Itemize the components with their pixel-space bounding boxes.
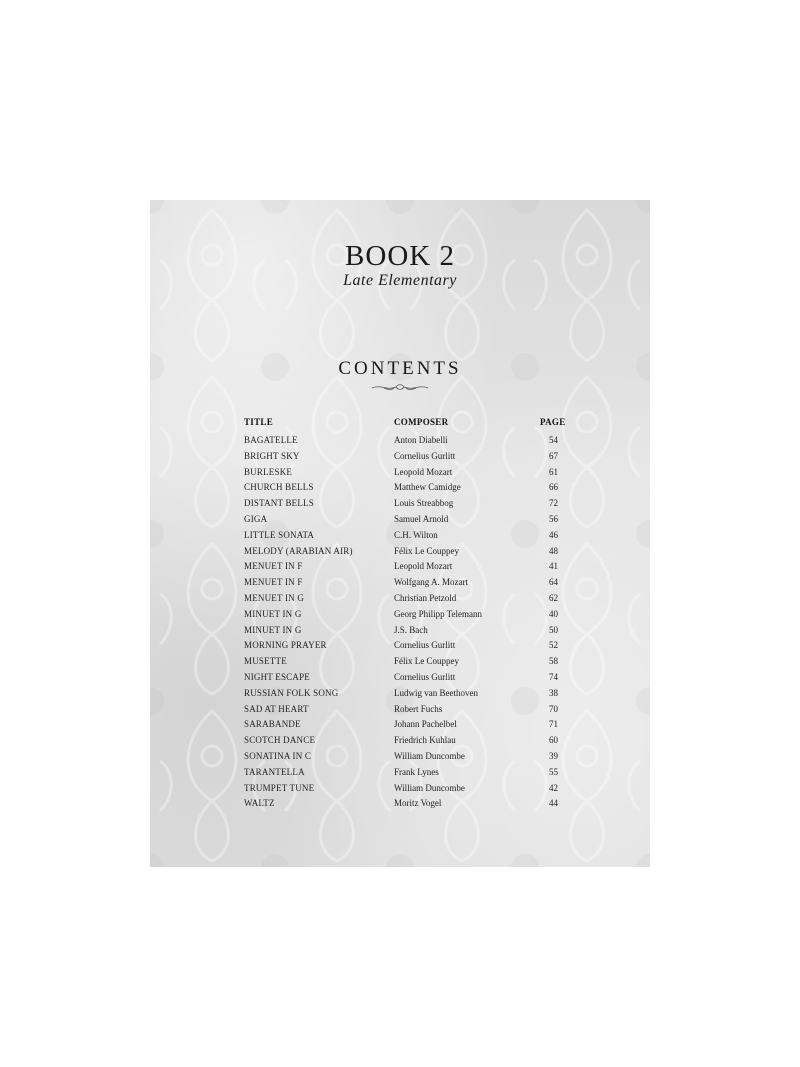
piece-page: 67 xyxy=(549,450,558,461)
book-subtitle: Late Elementary xyxy=(343,272,457,289)
contents-row xyxy=(244,751,574,767)
piece-page: 38 xyxy=(549,687,558,698)
book-page xyxy=(150,200,650,867)
piece-composer: Félix Le Couppey xyxy=(394,656,459,667)
contents-row xyxy=(244,672,574,688)
contents-row xyxy=(244,451,574,467)
piece-composer: Félix Le Couppey xyxy=(394,545,459,556)
piece-composer: Wolfgang A. Mozart xyxy=(394,577,469,588)
piece-title: SCOTCH DANCE xyxy=(244,735,316,746)
piece-page: 39 xyxy=(549,750,558,761)
piece-title: TARANTELLA xyxy=(244,766,305,777)
piece-composer: Johann Pachelbel xyxy=(394,719,457,730)
piece-composer: Georg Philipp Telemann xyxy=(394,608,483,619)
piece-page: 64 xyxy=(549,577,558,588)
piece-title: DISTANT BELLS xyxy=(244,498,314,509)
piece-title: MENUET IN F xyxy=(244,577,303,588)
piece-title: LITTLE SONATA xyxy=(244,529,315,540)
piece-page: 61 xyxy=(549,466,558,477)
piece-page: 40 xyxy=(549,608,558,619)
piece-title: TRUMPET TUNE xyxy=(244,782,315,793)
piece-page: 71 xyxy=(549,719,558,730)
piece-title: MINUET IN G xyxy=(244,608,302,619)
contents-row xyxy=(244,435,574,451)
contents-row xyxy=(244,577,574,593)
piece-title: MENUET IN G xyxy=(244,592,305,603)
contents-row xyxy=(244,704,574,720)
piece-title: BAGATELLE xyxy=(244,435,298,445)
piece-page: 70 xyxy=(549,703,558,714)
contents-row xyxy=(244,482,574,498)
piece-composer: Cornelius Gurlitt xyxy=(394,450,456,461)
piece-composer: Friedrich Kuhlau xyxy=(394,735,456,746)
piece-page: 41 xyxy=(549,561,558,572)
piece-composer: Cornelius Gurlitt xyxy=(394,671,456,682)
piece-composer: Ludwig van Beethoven xyxy=(394,687,478,698)
piece-title: CHURCH BELLS xyxy=(244,482,314,493)
contents-row xyxy=(244,719,574,735)
contents-row xyxy=(244,609,574,625)
piece-page: 44 xyxy=(549,798,558,809)
contents-row xyxy=(244,498,574,514)
piece-composer: William Duncombe xyxy=(394,782,465,793)
contents-row xyxy=(244,530,574,546)
piece-page: 48 xyxy=(549,545,558,556)
piece-composer: Moritz Vogel xyxy=(394,798,442,809)
piece-composer: Robert Fuchs xyxy=(394,703,443,714)
piece-title: SONATINA IN C xyxy=(244,750,312,761)
piece-page: 58 xyxy=(549,656,558,667)
piece-title: WALTZ xyxy=(244,798,275,809)
piece-page: 74 xyxy=(549,671,558,682)
piece-title: SAD AT HEART xyxy=(244,703,309,714)
piece-composer: Cornelius Gurlitt xyxy=(394,640,456,651)
piece-composer: Matthew Camidge xyxy=(394,482,461,493)
piece-title: MINUET IN G xyxy=(244,624,302,635)
contents-row xyxy=(244,593,574,609)
column-header-title: TITLE xyxy=(244,417,274,427)
contents-row xyxy=(244,546,574,562)
piece-composer: Christian Petzold xyxy=(394,592,457,603)
piece-composer: Frank Lynes xyxy=(394,766,439,777)
piece-composer: J.S. Bach xyxy=(394,624,428,635)
piece-page: 54 xyxy=(549,435,558,445)
piece-page: 52 xyxy=(549,640,558,651)
piece-composer: Leopold Mozart xyxy=(394,466,453,477)
piece-page: 50 xyxy=(549,624,558,635)
contents-row xyxy=(244,798,574,814)
piece-composer: William Duncombe xyxy=(394,750,465,761)
piece-composer: Leopold Mozart xyxy=(394,561,453,572)
piece-page: 42 xyxy=(549,782,558,793)
column-header-composer: COMPOSER xyxy=(394,417,449,427)
contents-row xyxy=(244,514,574,530)
contents-row xyxy=(244,561,574,577)
piece-title: MELODY (ARABIAN AIR) xyxy=(244,545,353,556)
piece-title: NIGHT ESCAPE xyxy=(244,671,310,682)
piece-title: MORNING PRAYER xyxy=(244,640,327,651)
piece-composer: C.H. Wilton xyxy=(394,529,438,540)
book-title: BOOK 2 xyxy=(345,240,455,272)
contents-row xyxy=(244,640,574,656)
contents-list xyxy=(244,435,574,814)
contents-heading: CONTENTS xyxy=(338,358,462,379)
piece-title: MUSETTE xyxy=(244,656,287,667)
piece-page: 55 xyxy=(549,766,558,777)
contents-row xyxy=(244,783,574,799)
piece-page: 46 xyxy=(549,529,558,540)
piece-composer: Louis Streabbog xyxy=(394,498,454,509)
piece-composer: Anton Diabelli xyxy=(394,435,448,445)
piece-title: MENUET IN F xyxy=(244,561,303,572)
flourish-ornament-icon xyxy=(370,382,430,392)
piece-title: GIGA xyxy=(244,513,268,524)
piece-page: 62 xyxy=(549,592,558,603)
column-header-page: PAGE xyxy=(540,417,566,427)
piece-title: BURLESKE xyxy=(244,466,293,477)
contents-row xyxy=(244,767,574,783)
contents-row xyxy=(244,735,574,751)
contents-row xyxy=(244,625,574,641)
piece-title: BRIGHT SKY xyxy=(244,450,300,461)
contents-row xyxy=(244,688,574,704)
contents-row xyxy=(244,467,574,483)
piece-page: 72 xyxy=(549,498,558,509)
piece-composer: Samuel Arnold xyxy=(394,513,449,524)
piece-page: 56 xyxy=(549,513,558,524)
piece-title: SARABANDE xyxy=(244,719,301,730)
piece-page: 66 xyxy=(549,482,558,493)
contents-row xyxy=(244,656,574,672)
piece-title: RUSSIAN FOLK SONG xyxy=(244,687,339,698)
piece-page: 60 xyxy=(549,735,558,746)
